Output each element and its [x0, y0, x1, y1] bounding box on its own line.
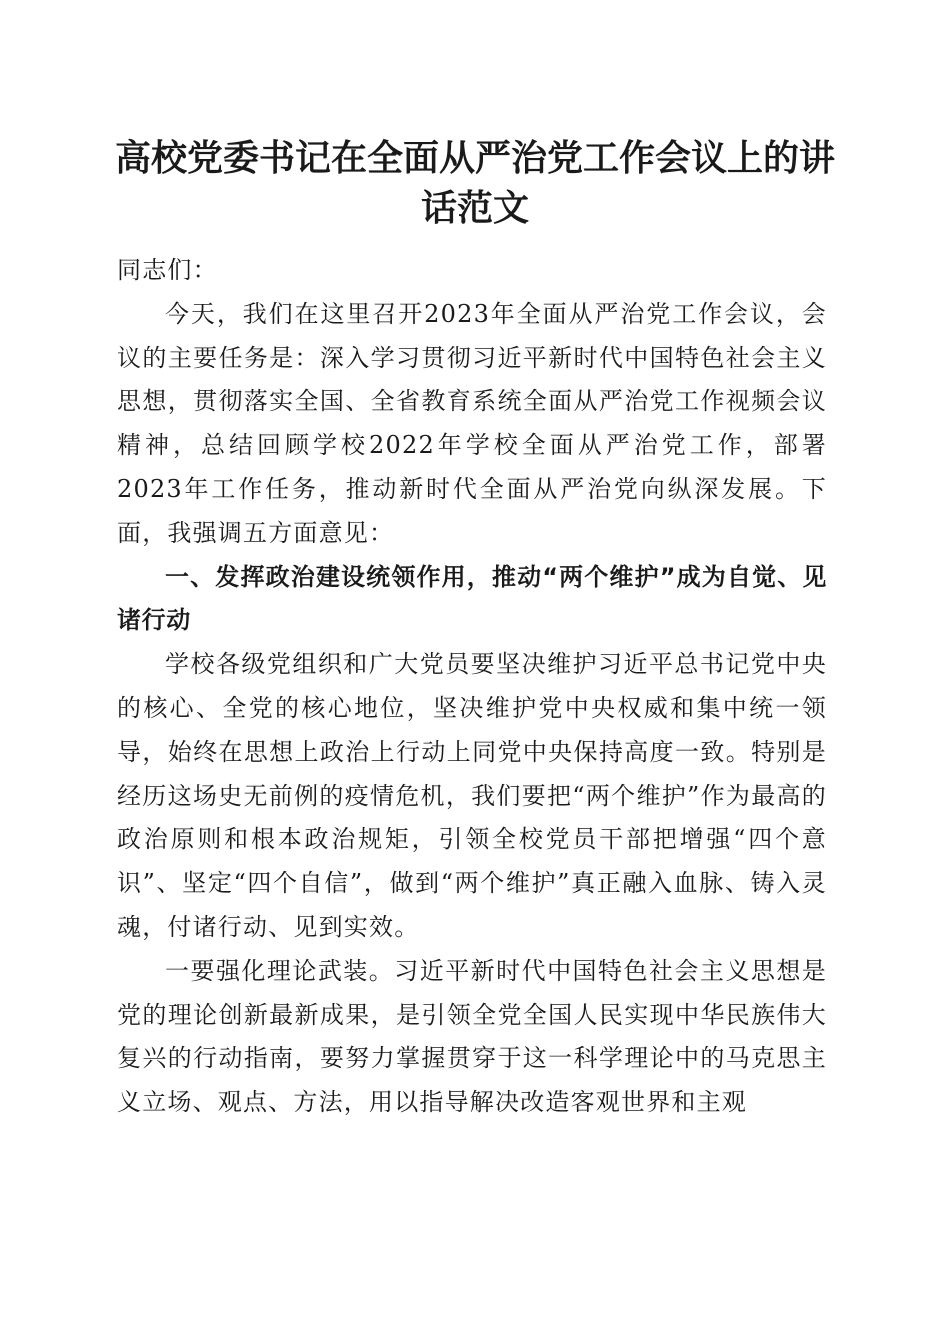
paragraph-opening: 今天，我们在这里召开2023年全面从严治党工作会议，会议的主要任务是：深入学习贯彻习近平新时代中国特色社会主义思想，贯彻落实全国、全省教育系统全面从严治党工作视频会议精神，总结回顾学校2022年学校全面从严治党工作，部署2023年工作任务，推动新时代全面从严治党向纵深发展。下面，我强调五方面意见：: [117, 299, 827, 547]
paragraph-section-1: 学校各级党组织和广大党员要坚决维护习近平总书记党中央的核心、全党的核心地位，坚决维护党中央权威和集中统一领导，始终在思想上政治上行动上同党中央保持高度一致。特别是经历这场史无前例的疫情危机，我们要把“两个维护”作为最高的政治原则和根本政治规矩，引领全校党员干部把增强“四个意识”、坚定“四个自信”，做到“两个维护”真正融入血脉、铸入灵魂，付诸行动、见到实效。: [117, 650, 827, 941]
document-body: [117, 249, 827, 1125]
paragraph-theory: 一要强化理论武装。习近平新时代中国特色社会主义思想是党的理论创新最新成果，是引领全党全国人民实现中华民族伟大复兴的行动指南，要努力掌握贯穿于这一科学理论中的马克思主义立场、观点、方法，用以指导解决改造客观世界和主观: [117, 956, 827, 1117]
title-line-2: 话范文: [420, 187, 529, 229]
document-title: [100, 133, 850, 233]
title-line-1: 高校党委书记在全面从严治党工作会议上的讲: [114, 137, 835, 179]
salutation: 同志们：: [117, 256, 218, 284]
section-heading-1: 一、发挥政治建设统领作用，推动“两个维护”成为自觉、见诸行动: [117, 562, 827, 635]
